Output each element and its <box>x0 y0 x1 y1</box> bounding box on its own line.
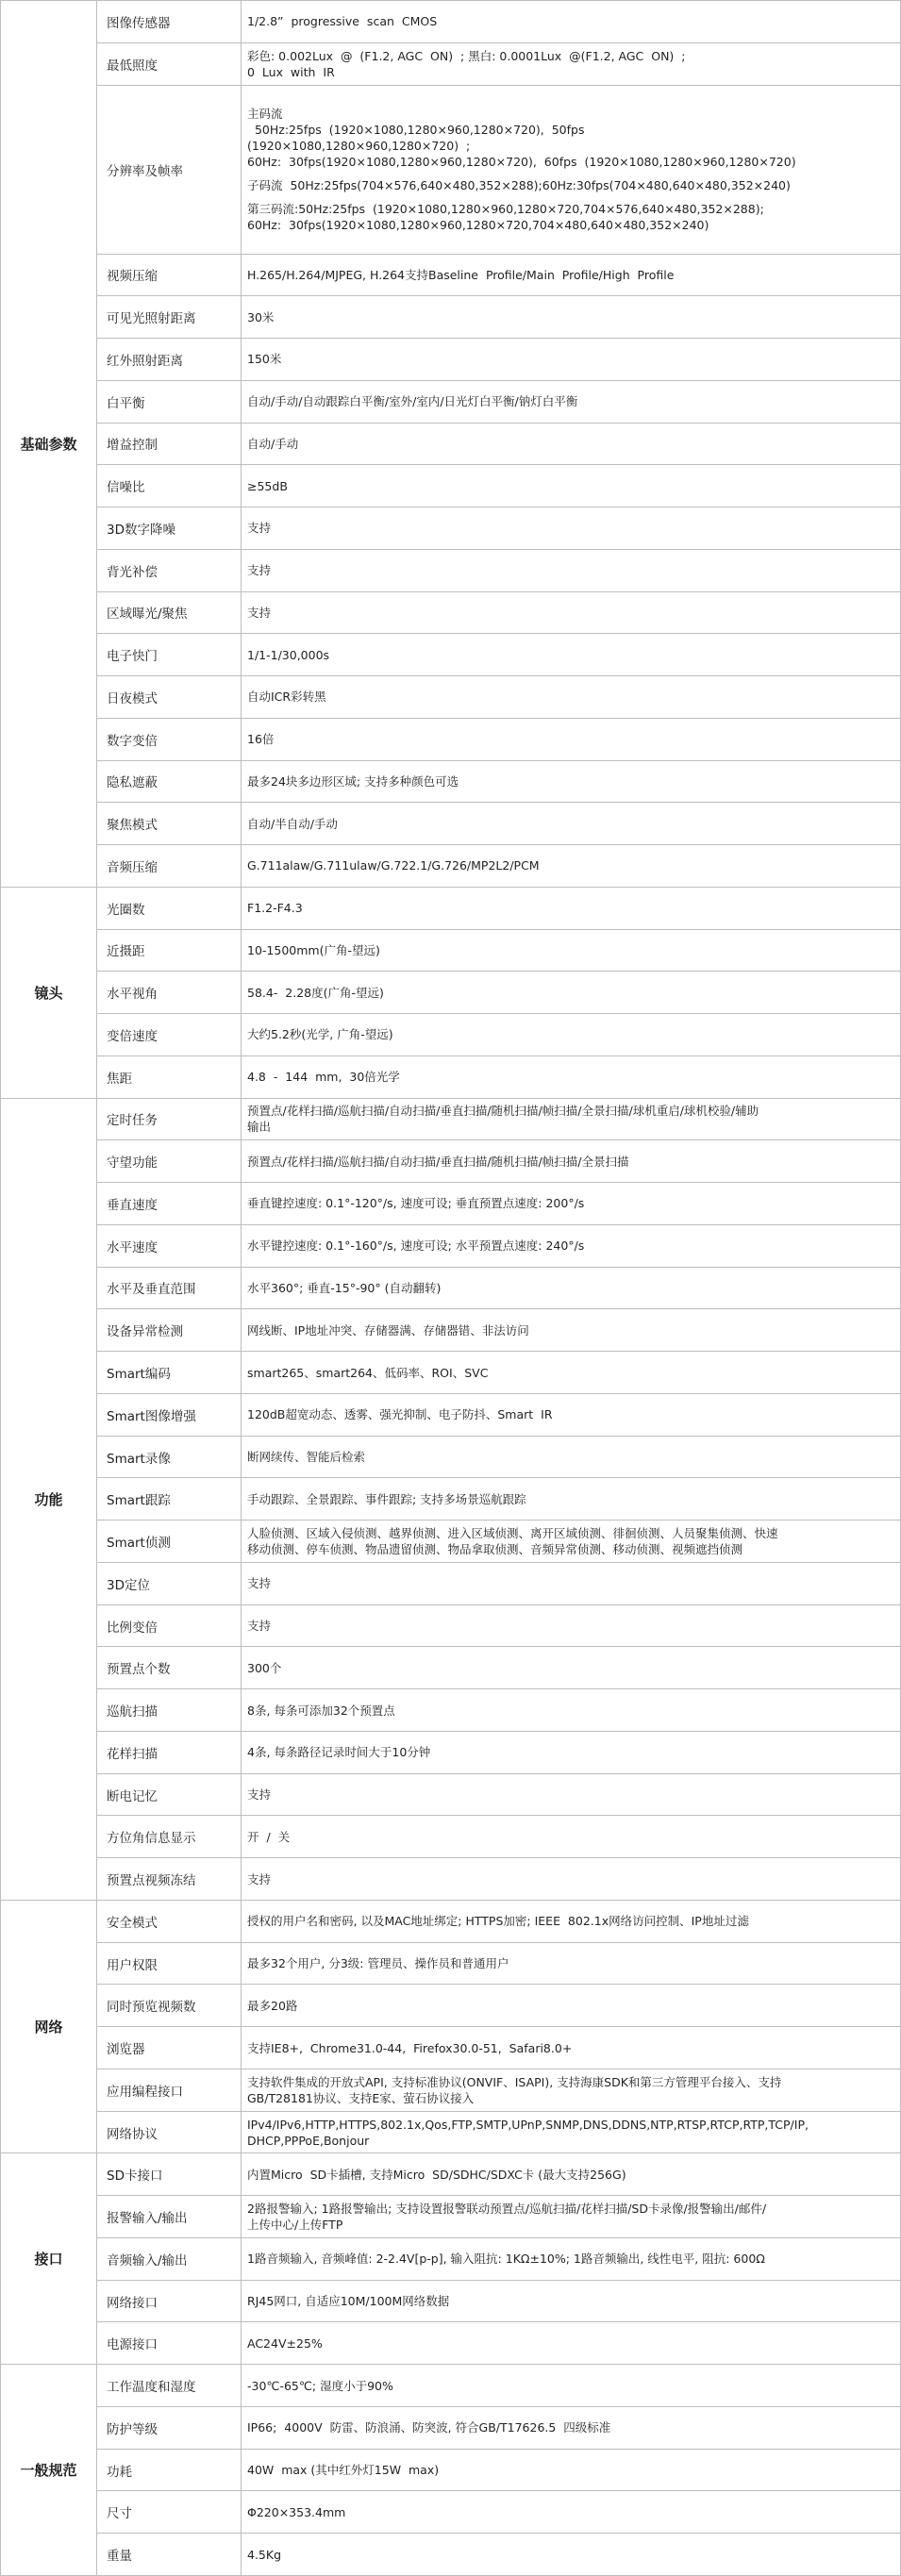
spec-value-line: 自动/半自动/手动 <box>247 816 338 831</box>
spec-value-line: 手动跟踪、全景跟踪、事件跟踪; 支持多场景巡航跟踪 <box>247 1491 526 1506</box>
spec-value-line: 支持 <box>247 1619 272 1634</box>
spec-value-line: 10-1500mm(广角-望远) <box>247 942 380 957</box>
spec-value-line: 授权的用户名和密码, 以及MAC地址绑定; HTTPS加密; IEEE 802.1x网络访问控制、IP地址过滤 <box>247 1914 749 1929</box>
spec-value-line: 支持 <box>247 1576 272 1591</box>
spec-label: 尺寸 <box>96 2490 242 2534</box>
spec-value <box>241 1267 901 1310</box>
section-header: 镜头 <box>0 887 97 1099</box>
section-header: 功能 <box>0 1098 97 1901</box>
spec-value <box>241 1815 901 1858</box>
spec-value-line: 最多20路 <box>247 1998 298 2013</box>
spec-value <box>241 1098 901 1141</box>
spec-label: 图像传感器 <box>96 0 242 43</box>
spec-label: 背光补偿 <box>96 549 242 592</box>
spec-value <box>241 0 901 43</box>
spec-value <box>241 1436 901 1479</box>
spec-label: 比例变倍 <box>96 1604 242 1648</box>
spec-value <box>241 254 901 297</box>
spec-value-line: 8条, 每条可添加32个预置点 <box>247 1703 395 1718</box>
spec-label: 用户权限 <box>96 1942 242 1986</box>
spec-value <box>241 718 901 761</box>
spec-value-line: 自动/手动/自动跟踪白平衡/室外/室内/日光灯白平衡/钠灯白平衡 <box>247 394 578 409</box>
spec-value-line: 预置点/花样扫描/巡航扫描/自动扫描/垂直扫描/随机扫描/帧扫描/全景扫描/球机重启/球机校验/辅助 <box>247 1104 759 1119</box>
spec-value-line: 120dB超宽动态、透雾、强光抑制、电子防抖、Smart IR <box>247 1407 553 1422</box>
spec-label: 最低照度 <box>96 42 242 86</box>
spec-label: 定时任务 <box>96 1098 242 1141</box>
spec-value-line: 50Hz:25fps (1920×1080,1280×960,1280×720), 50fps <box>247 123 585 137</box>
spec-value-line: 支持 <box>247 605 272 620</box>
spec-label: 防护等级 <box>96 2406 242 2450</box>
spec-value <box>241 760 901 804</box>
spec-value-line: -30℃-65℃; 湿度小于90% <box>247 2378 393 2393</box>
spec-label: Smart跟踪 <box>96 1477 242 1521</box>
spec-value-line: RJ45网口, 自适应10M/100M网络数据 <box>247 2294 450 2309</box>
spec-value-line: 150米 <box>247 352 282 367</box>
spec-value <box>241 2152 901 2196</box>
spec-label: 音频压缩 <box>96 844 242 888</box>
spec-label: Smart编码 <box>96 1351 242 1394</box>
spec-value <box>241 1520 901 1563</box>
spec-value <box>241 1182 901 1225</box>
spec-value <box>241 464 901 507</box>
spec-value <box>241 1857 901 1901</box>
spec-label: 功耗 <box>96 2449 242 2492</box>
spec-value <box>241 2406 901 2450</box>
spec-value <box>241 1984 901 2027</box>
spec-value <box>241 549 901 592</box>
spec-value-line: 60Hz: 30fps(1920×1080,1280×960,1280×720), 60fps (1920×1080,1280×960,1280×720) <box>247 155 796 169</box>
spec-label: 白平衡 <box>96 380 242 424</box>
spec-value <box>241 507 901 550</box>
spec-label: 安全模式 <box>96 1900 242 1943</box>
spec-value-line: 支持 <box>247 1787 272 1803</box>
section-header: 一般规范 <box>0 2364 97 2576</box>
spec-value-line: 支持软件集成的开放式API, 支持标准协议(ONVIF、ISAPI), 支持海康SDK和第三方管理平台接入、支持 <box>247 2074 782 2089</box>
spec-label: 报警输入/输出 <box>96 2195 242 2238</box>
spec-value <box>241 380 901 424</box>
spec-value-line: 网线断、IP地址冲突、存储器满、存储器错、非法访问 <box>247 1322 529 1338</box>
spec-label: 可见光照射距离 <box>96 295 242 339</box>
spec-value <box>241 971 901 1014</box>
spec-label: 预置点视频冻结 <box>96 1857 242 1901</box>
spec-label: 设备异常检测 <box>96 1308 242 1352</box>
spec-label: 网络接口 <box>96 2280 242 2323</box>
spec-label: 日夜模式 <box>96 675 242 719</box>
spec-value-line: 水平360°; 垂直-15°-90° (自动翻转) <box>247 1280 442 1295</box>
spec-value-line: 1路音频输入, 音频峰值: 2-2.4V[p-p], 输入阻抗: 1KΩ±10%; 1路音频输出, 线性电平, 阻抗: 600Ω <box>247 2252 765 2267</box>
spec-value-line: 断网续传、智能后检索 <box>247 1450 366 1464</box>
spec-value <box>241 1055 901 1099</box>
spec-label: 音频输入/输出 <box>96 2237 242 2281</box>
spec-label: 视频压缩 <box>96 254 242 297</box>
spec-value-line: GB/T28181协议、支持E家、萤石协议接入 <box>247 2090 475 2105</box>
spec-value <box>241 929 901 972</box>
spec-label: Smart侦测 <box>96 1520 242 1563</box>
spec-value-line: 60Hz: 30fps(1920×1080,1280×960,1280×720,704×480,640×480,352×240) <box>247 218 709 232</box>
spec-label: 工作温度和湿度 <box>96 2364 242 2407</box>
spec-value <box>241 2449 901 2492</box>
spec-label: 水平及垂直范围 <box>96 1267 242 1310</box>
spec-label: 增益控制 <box>96 423 242 466</box>
spec-label: 数字变倍 <box>96 718 242 761</box>
spec-value-line: 开 / 关 <box>247 1829 291 1844</box>
spec-value-line: IP66; 4000V 防雷、防浪涌、防突波, 符合GB/T17626.5 四级标准 <box>247 2420 611 2435</box>
spec-value-line: 40W max (其中红外灯15W max) <box>247 2463 440 2478</box>
spec-label: 水平视角 <box>96 971 242 1014</box>
spec-label: 网络协议 <box>96 2111 242 2154</box>
spec-value-line: 300个 <box>247 1660 282 1675</box>
spec-value-line: 支持 <box>247 1871 272 1886</box>
spec-value <box>241 1942 901 1986</box>
spec-value <box>241 1688 901 1732</box>
spec-value-line: 支持 <box>247 563 272 578</box>
spec-value <box>241 2533 901 2576</box>
spec-label: 花样扫描 <box>96 1731 242 1774</box>
spec-value-line: 最多32个用户, 分3级: 管理员、操作员和普通用户 <box>247 1956 509 1971</box>
spec-label: 断电记忆 <box>96 1773 242 1817</box>
spec-value-line: 30米 <box>247 309 275 324</box>
spec-value-line: DHCP,PPPoE,Bonjour <box>247 2133 370 2148</box>
spec-value-line: smart265、smart264、低码率、ROI、SVC <box>247 1365 489 1380</box>
spec-value <box>241 1224 901 1268</box>
spec-value-line: 1/1-1/30,000s <box>247 647 330 662</box>
spec-value-line: 预置点/花样扫描/巡航扫描/自动扫描/垂直扫描/随机扫描/帧扫描/全景扫描 <box>247 1154 629 1169</box>
spec-label: Smart图像增强 <box>96 1393 242 1437</box>
spec-label: 预置点个数 <box>96 1646 242 1689</box>
spec-value-line: 支持 <box>247 521 272 536</box>
spec-label: 重量 <box>96 2533 242 2576</box>
spec-value-line: 垂直键控速度: 0.1°-120°/s, 速度可设; 垂直预置点速度: 200°/s <box>247 1196 585 1211</box>
spec-value-line: Φ220×353.4mm <box>247 2504 346 2519</box>
spec-value-line: 自动ICR彩转黑 <box>247 690 326 705</box>
spec-value-line: G.711alaw/G.711ulaw/G.722.1/G.726/MP2L2/PCM <box>247 858 540 873</box>
spec-value-gap <box>247 193 894 201</box>
spec-value-line: F1.2-F4.3 <box>247 901 303 916</box>
spec-value <box>241 2026 901 2069</box>
spec-value-line: 0 Lux with IR <box>247 64 335 79</box>
spec-value-line: 彩色: 0.002Lux @ (F1.2, AGC ON) ; 黑白: 0.0001Lux @(F1.2, AGC ON) ; <box>247 48 686 63</box>
spec-value <box>241 1139 901 1183</box>
spec-label: 电子快门 <box>96 633 242 676</box>
spec-value-line: 输出 <box>247 1120 272 1135</box>
spec-label: 水平速度 <box>96 1224 242 1268</box>
spec-value-line: 内置Micro SD卡插槽, 支持Micro SD/SDHC/SDXC卡 (最大支持256G) <box>247 2167 626 2182</box>
spec-value <box>241 1773 901 1817</box>
spec-value <box>241 802 901 845</box>
spec-label: 区域曝光/聚焦 <box>96 591 242 635</box>
spec-value <box>241 633 901 676</box>
spec-value <box>241 1900 901 1943</box>
spec-value <box>241 2280 901 2323</box>
spec-value <box>241 591 901 635</box>
spec-value-line: 4.5Kg <box>247 2547 282 2562</box>
spec-label: 隐私遮蔽 <box>96 760 242 804</box>
spec-value <box>241 2069 901 2112</box>
spec-value <box>241 1731 901 1774</box>
spec-value-line: 58.4- 2.28度(广角-望远) <box>247 985 384 1000</box>
spec-value-line: 支持IE8+, Chrome31.0-44, Firefox30.0-51, Safari8.0+ <box>247 2040 573 2055</box>
spec-label: 焦距 <box>96 1055 242 1099</box>
spec-value <box>241 1604 901 1648</box>
spec-value <box>241 844 901 888</box>
section-header: 接口 <box>0 2152 97 2365</box>
spec-value <box>241 295 901 339</box>
spec-label: 应用编程接口 <box>96 2069 242 2112</box>
section-header: 网络 <box>0 1900 97 2154</box>
spec-value <box>241 2111 901 2154</box>
spec-label: 同时预览视频数 <box>96 1984 242 2027</box>
spec-value <box>241 2237 901 2281</box>
spec-label: 光圈数 <box>96 887 242 930</box>
spec-label: 浏览器 <box>96 2026 242 2069</box>
spec-value-line: 移动侦测、停车侦测、物品遗留侦测、物品拿取侦测、音频异常侦测、移动侦测、视频遮挡侦测 <box>247 1542 743 1557</box>
spec-value-gap <box>247 170 894 177</box>
spec-label: 巡航扫描 <box>96 1688 242 1732</box>
spec-value-line: H.265/H.264/MJPEG, H.264支持Baseline Profile/Main Profile/High Profile <box>247 267 675 282</box>
spec-label: 3D定位 <box>96 1562 242 1605</box>
spec-value-line: 第三码流:50Hz:25fps (1920×1080,1280×960,1280×720,704×576,640×480,352×288); <box>247 202 764 216</box>
spec-value <box>241 2195 901 2238</box>
spec-value-line: 2路报警输入; 1路报警输出; 支持设置报警联动预置点/巡航扫描/花样扫描/SD卡录像/报警输出/邮件/ <box>247 2202 767 2217</box>
spec-label: 变倍速度 <box>96 1013 242 1056</box>
spec-value <box>241 1013 901 1056</box>
spec-value-line: 上传中心/上传FTP <box>247 2218 343 2233</box>
spec-value <box>241 2321 901 2365</box>
spec-value-line: (1920×1080,1280×960,1280×720) ; <box>247 139 471 153</box>
spec-label: 信噪比 <box>96 464 242 507</box>
spec-label: Smart录像 <box>96 1436 242 1479</box>
spec-label: 分辨率及帧率 <box>96 85 242 255</box>
spec-value-line: 最多24块多边形区域; 支持多种颜色可选 <box>247 773 459 789</box>
spec-value <box>241 1562 901 1605</box>
spec-value <box>241 1351 901 1394</box>
spec-value <box>241 2364 901 2407</box>
spec-value <box>241 2490 901 2534</box>
spec-value-line: 1/2.8” progressive scan CMOS <box>247 14 438 29</box>
spec-value-line: 大约5.2秒(光学, 广角-望远) <box>247 1027 393 1042</box>
spec-label: 垂直速度 <box>96 1182 242 1225</box>
spec-value <box>241 85 901 255</box>
spec-value <box>241 1308 901 1352</box>
spec-value <box>241 1393 901 1437</box>
spec-value-line: ≥55dB <box>247 478 288 493</box>
spec-label: 3D数字降噪 <box>96 507 242 550</box>
spec-label: 电源接口 <box>96 2321 242 2365</box>
spec-value-line: 4.8 - 144 mm, 30倍光学 <box>247 1070 400 1085</box>
spec-label: 红外照射距离 <box>96 338 242 381</box>
spec-label: 方位角信息显示 <box>96 1815 242 1858</box>
spec-label: SD卡接口 <box>96 2152 242 2196</box>
spec-value-line: 16倍 <box>247 732 275 747</box>
spec-value-line: 主码流 <box>247 107 283 121</box>
spec-value-line: IPv4/IPv6,HTTP,HTTPS,802.1x,Qos,FTP,SMTP,UPnP,SNMP,DNS,DDNS,NTP,RTSP,RTCP,RTP,TCP/IP, <box>247 2117 809 2132</box>
spec-value-line: 水平键控速度: 0.1°-160°/s, 速度可设; 水平预置点速度: 240°/s <box>247 1238 585 1254</box>
spec-label: 守望功能 <box>96 1139 242 1183</box>
spec-value-line: 人脸侦测、区域入侵侦测、越界侦测、进入区域侦测、离开区域侦测、徘徊侦测、人员聚集侦测、快速 <box>247 1526 778 1541</box>
spec-value-line: 子码流 50Hz:25fps(704×576,640×480,352×288);60Hz:30fps(704×480,640×480,352×240) <box>247 178 791 192</box>
section-header: 基础参数 <box>0 0 97 888</box>
spec-value <box>241 675 901 719</box>
spec-value <box>241 1477 901 1521</box>
spec-value-line: AC24V±25% <box>247 2335 323 2351</box>
spec-value-line: 4条, 每条路径记录时间大于10分钟 <box>247 1745 431 1760</box>
spec-value <box>241 338 901 381</box>
spec-value <box>241 1646 901 1689</box>
spec-value <box>241 887 901 930</box>
spec-value-line: 自动/手动 <box>247 436 299 451</box>
spec-label: 聚焦模式 <box>96 802 242 845</box>
spec-label: 近摄距 <box>96 929 242 972</box>
spec-value <box>241 42 901 86</box>
spec-value <box>241 423 901 466</box>
